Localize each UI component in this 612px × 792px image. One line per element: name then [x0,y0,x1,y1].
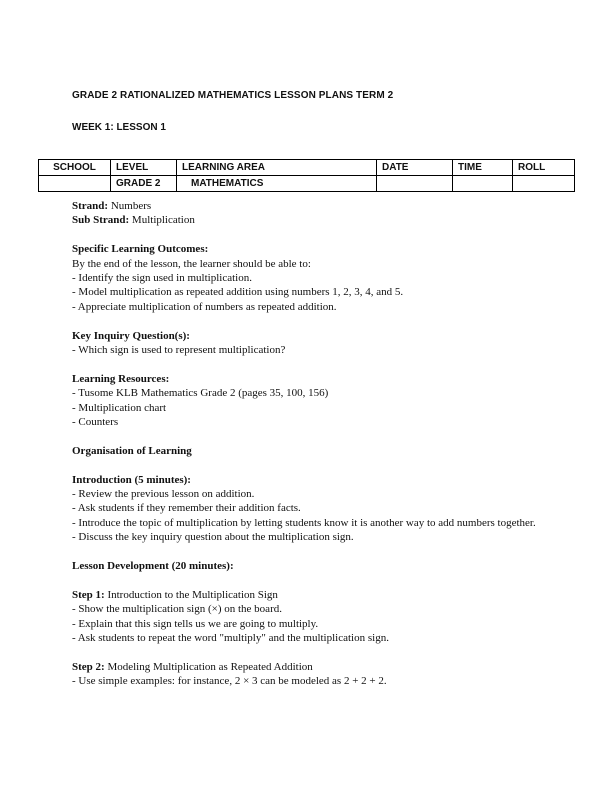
list-item: - Model multiplication as repeated addition using numbers 1, 2, 3, 4, and 5. [72,286,404,299]
header-cell-learning-area: LEARNING AREA [177,160,377,176]
strand-value: Numbers [108,200,152,212]
list-item: - Discuss the key inquiry question about the multiplication sign. [72,531,354,544]
document-title: GRADE 2 RATIONALIZED MATHEMATICS LESSON PLANS TERM 2 [72,90,394,101]
cell-date [377,176,453,192]
list-item: - Review the previous lesson on addition. [72,488,255,501]
list-item: - Use simple examples: for instance, 2 × 3 can be modeled as 2 + 2 + 2. [72,675,387,688]
cell-learning-area: MATHEMATICS [177,176,377,192]
list-item: - Appreciate multiplication of numbers as repeated addition. [72,300,337,313]
development-heading: Lesson Development (20 minutes): [72,560,234,573]
list-item: - Ask students if they remember their addition facts. [72,502,301,515]
sub-strand-label: Sub Strand: [72,214,130,227]
step1-line [72,588,542,602]
strand-label: Strand: [72,200,109,212]
lesson-label: WEEK 1: LESSON 1 [72,122,166,133]
step2-label: Step 2: [72,660,105,673]
step1-label: Step 1: [72,588,105,601]
header-cell-school: SCHOOL [39,160,111,176]
list-item: - Introduce the topic of multiplication by letting students know it is another way to add numbers together. [72,516,536,529]
list-item: - Tusome KLB Mathematics Grade 2 (pages 35, 100, 156) [72,387,329,400]
strand-line [72,199,542,213]
step1-title: Introduction to the Multiplication Sign [104,588,278,601]
list-item: - Counters [72,416,119,429]
header-cell-date: DATE [377,160,453,176]
list-item: - Identify the sign used in multiplication. [72,272,252,285]
inquiry-heading: Key Inquiry Question(s): [72,329,190,342]
outcomes-intro: By the end of the lesson, the learner should be able to: [72,257,311,270]
step2-title: Modeling Multiplication as Repeated Addition [104,660,313,673]
organisation-heading: Organisation of Learning [72,444,192,457]
list-item: - Multiplication chart [72,401,167,414]
cell-level: GRADE 2 [111,176,177,192]
sub-strand-value: Multiplication [129,214,195,227]
table-header-row [39,160,575,176]
list-item: - Explain that this sign tells us we are going to multiply. [72,617,319,630]
cell-time [453,176,513,192]
outcomes-heading: Specific Learning Outcomes: [72,243,209,256]
lesson-info-table [38,159,575,192]
list-item: - Ask students to repeat the word "multiply" and the multiplication sign. [72,632,389,645]
header-cell-level: LEVEL [111,160,177,176]
header-cell-roll: ROLL [513,160,575,176]
table-row [39,176,575,192]
sub-strand-line [72,213,542,227]
step2-line [72,660,542,674]
list-item: - Which sign is used to represent multiplication? [72,344,286,357]
lesson-body [72,199,542,689]
list-item: - Show the multiplication sign (×) on the board. [72,603,282,616]
cell-school [39,176,111,192]
header-cell-time: TIME [453,160,513,176]
cell-roll [513,176,575,192]
resources-heading: Learning Resources: [72,372,170,385]
introduction-heading: Introduction (5 minutes): [72,473,191,486]
